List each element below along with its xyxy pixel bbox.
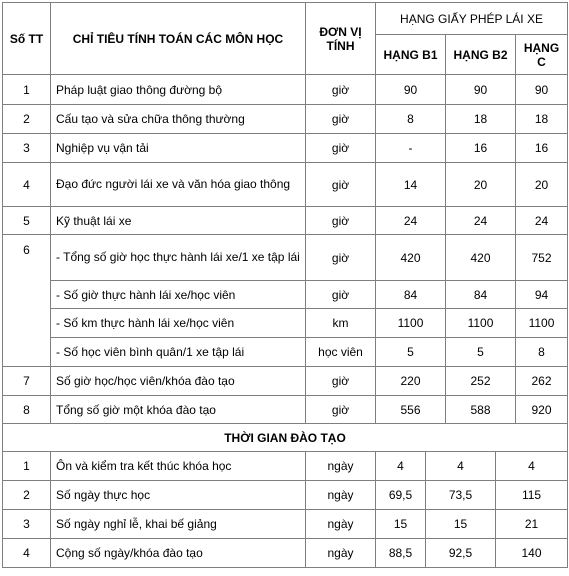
table-row bbox=[3, 481, 568, 510]
cell-stt: 3 bbox=[3, 134, 51, 163]
cell-name: Kỹ thuật lái xe bbox=[51, 207, 306, 235]
cell-b1: 84 bbox=[376, 281, 446, 309]
cell-c: 20 bbox=[516, 163, 568, 207]
cell-unit: ngày bbox=[306, 452, 376, 481]
header-stt: Số TT bbox=[3, 3, 51, 75]
cell-unit: giờ bbox=[306, 235, 376, 281]
cell-b2: 15 bbox=[426, 510, 496, 539]
cell-stt: 5 bbox=[3, 207, 51, 235]
cell-unit: giờ bbox=[306, 367, 376, 396]
table-row bbox=[3, 163, 568, 207]
cell-name: Cấu tạo và sửa chữa thông thường bbox=[51, 105, 306, 134]
cell-b2: 4 bbox=[426, 452, 496, 481]
table-row bbox=[3, 207, 568, 235]
cell-b2: 16 bbox=[446, 134, 516, 163]
cell-unit: giờ bbox=[306, 105, 376, 134]
table-row bbox=[3, 134, 568, 163]
cell-b2: 588 bbox=[446, 396, 516, 424]
table-row bbox=[3, 510, 568, 539]
cell-stt: 6 bbox=[3, 235, 51, 367]
cell-c: 115 bbox=[496, 481, 568, 510]
cell-b2: 92,5 bbox=[426, 539, 496, 568]
cell-b2: 84 bbox=[446, 281, 516, 309]
cell-b2: 24 bbox=[446, 207, 516, 235]
cell-b2: 20 bbox=[446, 163, 516, 207]
table-row bbox=[3, 396, 568, 424]
cell-stt: 2 bbox=[3, 105, 51, 134]
header-unit: ĐƠN VỊ TÍNH bbox=[306, 3, 376, 75]
cell-b2: 73,5 bbox=[426, 481, 496, 510]
cell-name: - Tổng số giờ học thực hành lái xe/1 xe tập lái bbox=[51, 235, 306, 281]
table-row bbox=[3, 75, 568, 105]
table-row bbox=[3, 309, 568, 338]
cell-b1: 90 bbox=[376, 75, 446, 105]
table-row bbox=[3, 105, 568, 134]
cell-stt: 4 bbox=[3, 163, 51, 207]
cell-b1: 15 bbox=[376, 510, 426, 539]
cell-b1: 24 bbox=[376, 207, 446, 235]
training-time-table bbox=[2, 423, 568, 568]
cell-b1: 69,5 bbox=[376, 481, 426, 510]
cell-b1: - bbox=[376, 134, 446, 163]
cell-name: - Số giờ thực hành lái xe/học viên bbox=[51, 281, 306, 309]
cell-unit: ngày bbox=[306, 481, 376, 510]
cell-stt: 7 bbox=[3, 367, 51, 396]
cell-name: - Số km thực hành lái xe/học viên bbox=[51, 309, 306, 338]
cell-c: 8 bbox=[516, 338, 568, 367]
header-criteria: CHỈ TIÊU TÍNH TOÁN CÁC MÔN HỌC bbox=[51, 3, 306, 75]
cell-c: 24 bbox=[516, 207, 568, 235]
header-b1: HẠNG B1 bbox=[376, 35, 446, 75]
cell-name: Pháp luật giao thông đường bộ bbox=[51, 75, 306, 105]
cell-unit: ngày bbox=[306, 539, 376, 568]
cell-unit: giờ bbox=[306, 207, 376, 235]
cell-stt: 8 bbox=[3, 396, 51, 424]
cell-c: 1100 bbox=[516, 309, 568, 338]
cell-b1: 5 bbox=[376, 338, 446, 367]
cell-b1: 8 bbox=[376, 105, 446, 134]
cell-stt: 1 bbox=[3, 452, 51, 481]
cell-b2: 252 bbox=[446, 367, 516, 396]
cell-b1: 420 bbox=[376, 235, 446, 281]
cell-name: Nghiệp vụ vận tải bbox=[51, 134, 306, 163]
cell-c: 90 bbox=[516, 75, 568, 105]
cell-unit: giờ bbox=[306, 163, 376, 207]
cell-name: - Số học viên bình quân/1 xe tập lái bbox=[51, 338, 306, 367]
driver-training-document bbox=[2, 2, 567, 573]
table-row bbox=[3, 338, 568, 367]
cell-b2: 1100 bbox=[446, 309, 516, 338]
cell-c: 920 bbox=[516, 396, 568, 424]
cell-c: 140 bbox=[496, 539, 568, 568]
cell-name: Cộng số ngày/khóa đào tạo bbox=[51, 539, 306, 568]
cell-c: 94 bbox=[516, 281, 568, 309]
cell-stt: 4 bbox=[3, 539, 51, 568]
cell-unit: km bbox=[306, 309, 376, 338]
table-row bbox=[3, 281, 568, 309]
cell-unit: giờ bbox=[306, 134, 376, 163]
cell-c: 18 bbox=[516, 105, 568, 134]
cell-name: Đạo đức người lái xe và văn hóa giao thông bbox=[51, 163, 306, 207]
cell-c: 262 bbox=[516, 367, 568, 396]
cell-c: 21 bbox=[496, 510, 568, 539]
training-hours-table bbox=[2, 2, 568, 424]
cell-stt: 2 bbox=[3, 481, 51, 510]
section-title: THỜI GIAN ĐÀO TẠO bbox=[3, 424, 568, 452]
cell-b1: 220 bbox=[376, 367, 446, 396]
cell-unit: giờ bbox=[306, 281, 376, 309]
header-license-group: HẠNG GIẤY PHÉP LÁI XE bbox=[376, 3, 568, 35]
cell-c: 16 bbox=[516, 134, 568, 163]
cell-b1: 14 bbox=[376, 163, 446, 207]
header-b2: HẠNG B2 bbox=[446, 35, 516, 75]
cell-b2: 90 bbox=[446, 75, 516, 105]
cell-b1: 4 bbox=[376, 452, 426, 481]
table-row bbox=[3, 367, 568, 396]
cell-c: 4 bbox=[496, 452, 568, 481]
cell-name: Số ngày nghỉ lễ, khai bế giảng bbox=[51, 510, 306, 539]
table-row bbox=[3, 539, 568, 568]
cell-unit: giờ bbox=[306, 396, 376, 424]
cell-name: Số ngày thực học bbox=[51, 481, 306, 510]
cell-b2: 420 bbox=[446, 235, 516, 281]
table-row bbox=[3, 235, 568, 281]
header-c: HẠNG C bbox=[516, 35, 568, 75]
cell-unit: giờ bbox=[306, 75, 376, 105]
cell-unit: học viên bbox=[306, 338, 376, 367]
cell-b1: 1100 bbox=[376, 309, 446, 338]
cell-name: Tổng số giờ một khóa đào tạo bbox=[51, 396, 306, 424]
cell-stt: 1 bbox=[3, 75, 51, 105]
cell-b2: 5 bbox=[446, 338, 516, 367]
cell-name: Ôn và kiểm tra kết thúc khóa học bbox=[51, 452, 306, 481]
cell-name: Số giờ học/học viên/khóa đào tạo bbox=[51, 367, 306, 396]
cell-stt: 3 bbox=[3, 510, 51, 539]
cell-b1: 88,5 bbox=[376, 539, 426, 568]
cell-b2: 18 bbox=[446, 105, 516, 134]
cell-unit: ngày bbox=[306, 510, 376, 539]
cell-b1: 556 bbox=[376, 396, 446, 424]
cell-c: 752 bbox=[516, 235, 568, 281]
table-row bbox=[3, 452, 568, 481]
